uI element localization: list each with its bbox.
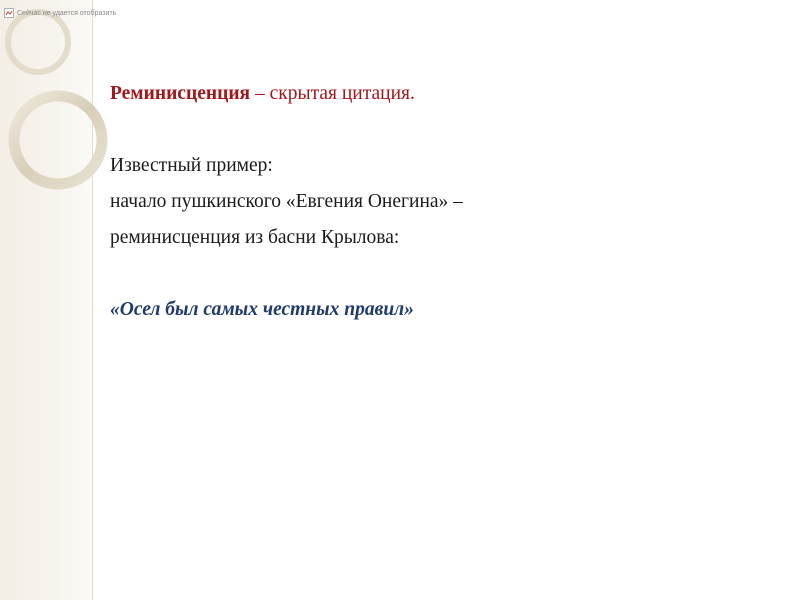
broken-image-icon (4, 8, 14, 18)
term-word: Реминисценция (110, 83, 251, 104)
blank-line (110, 112, 760, 148)
example-heading: Известный пример: (110, 155, 273, 176)
slide-content (110, 76, 760, 328)
example-line-2: реминисценция из басни Крылова: (110, 227, 400, 248)
large-ring (14, 96, 102, 184)
definition-line (110, 76, 760, 112)
example-line-1: начало пушкинского «Евгения Онегина» – (110, 191, 463, 212)
term-definition: – скрытая цитация. (250, 83, 415, 104)
krylov-quote: «Осел был самых честных правил» (110, 299, 414, 320)
broken-image-placeholder (4, 4, 117, 22)
broken-image-alt-text: Сейчас не удается отобразить (17, 9, 117, 17)
blank-line (110, 256, 760, 292)
decorative-rings (0, 0, 92, 220)
side-strip-divider (92, 0, 93, 600)
